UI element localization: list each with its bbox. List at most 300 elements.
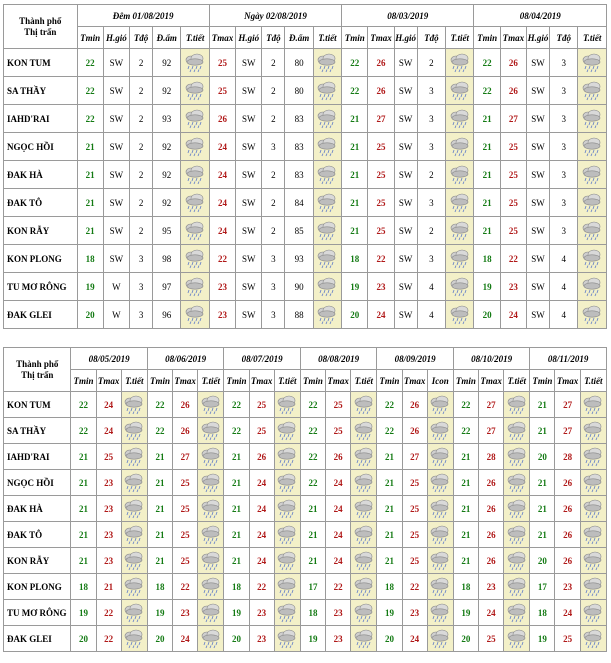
weather-cell <box>313 245 341 273</box>
weather-cell <box>121 626 147 652</box>
value-cell: 23 <box>249 626 274 652</box>
weather-cell <box>181 217 209 245</box>
rain-cloud-icon <box>276 577 298 597</box>
city-name: NGỌC HỒI <box>4 470 71 496</box>
value-cell: 23 <box>209 301 235 329</box>
value-cell: 22 <box>453 392 478 418</box>
rain-cloud-icon <box>429 551 451 571</box>
rain-cloud-icon <box>184 305 206 325</box>
column-header: Tmax <box>96 370 121 392</box>
value-cell: 23 <box>500 273 526 301</box>
weather-cell <box>578 77 607 105</box>
weather-cell <box>313 133 341 161</box>
rain-cloud-icon <box>316 165 338 185</box>
weather-cell <box>578 273 607 301</box>
value-cell: 24 <box>555 600 580 626</box>
rain-cloud-icon <box>123 525 145 545</box>
value-cell: 24 <box>209 189 235 217</box>
value-cell: 23 <box>173 600 198 626</box>
value-cell: SW <box>394 273 417 301</box>
value-cell: 20 <box>77 301 103 329</box>
rain-cloud-icon <box>506 499 528 519</box>
value-cell: 25 <box>209 77 235 105</box>
rain-cloud-icon <box>316 305 338 325</box>
column-header: T.tiết <box>181 27 209 49</box>
weather-cell <box>274 418 300 444</box>
weather-cell <box>446 217 474 245</box>
date-group-header: 08/06/2019 <box>147 348 223 370</box>
value-cell: 26 <box>555 548 580 574</box>
table-row <box>4 496 607 522</box>
value-cell: 2 <box>262 77 285 105</box>
date-group-header: 08/03/2019 <box>342 5 474 27</box>
value-cell: SW <box>526 217 549 245</box>
value-cell: 21 <box>342 217 368 245</box>
value-cell: 3 <box>130 273 153 301</box>
value-cell: SW <box>236 217 262 245</box>
table-row <box>4 161 607 189</box>
value-cell: W <box>103 273 129 301</box>
weather-cell <box>427 548 453 574</box>
value-cell: 26 <box>479 548 504 574</box>
value-cell: 21 <box>474 105 500 133</box>
column-header: Đ.ẩm <box>153 27 181 49</box>
value-cell: 22 <box>77 105 103 133</box>
column-header: Tmin <box>77 27 103 49</box>
rain-cloud-icon <box>506 395 528 415</box>
rain-cloud-icon <box>123 447 145 467</box>
rain-cloud-icon <box>200 473 222 493</box>
rain-cloud-icon <box>184 249 206 269</box>
city-column-header <box>4 5 78 49</box>
column-header: T.tiết <box>198 370 224 392</box>
value-cell: 3 <box>550 217 578 245</box>
rain-cloud-icon <box>506 525 528 545</box>
rain-cloud-icon <box>184 53 206 73</box>
weather-cell <box>274 522 300 548</box>
value-cell: 2 <box>130 217 153 245</box>
value-cell: 26 <box>326 444 351 470</box>
rain-cloud-icon <box>506 421 528 441</box>
rain-cloud-icon <box>316 53 338 73</box>
rain-cloud-icon <box>429 499 451 519</box>
value-cell: 4 <box>417 301 445 329</box>
rain-cloud-icon <box>353 525 375 545</box>
value-cell: 19 <box>224 600 249 626</box>
value-cell: 24 <box>173 626 198 652</box>
table-row <box>4 105 607 133</box>
weather-cell <box>351 444 377 470</box>
weather-cell <box>446 189 474 217</box>
value-cell: 20 <box>377 626 402 652</box>
value-cell: 23 <box>368 273 394 301</box>
value-cell: 18 <box>453 574 478 600</box>
value-cell: 24 <box>326 548 351 574</box>
value-cell: 22 <box>326 574 351 600</box>
column-header: Đ.ẩm <box>285 27 313 49</box>
value-cell: 2 <box>262 189 285 217</box>
rain-cloud-icon <box>184 165 206 185</box>
weather-cell <box>181 245 209 273</box>
weather-cell <box>274 392 300 418</box>
value-cell: 2 <box>130 161 153 189</box>
table-row <box>4 548 607 574</box>
date-group-header: 08/08/2019 <box>300 348 376 370</box>
value-cell: 26 <box>402 418 427 444</box>
table-row <box>4 245 607 273</box>
rain-cloud-icon <box>316 249 338 269</box>
value-cell: SW <box>236 133 262 161</box>
table-row <box>4 522 607 548</box>
weather-cell <box>446 273 474 301</box>
value-cell: W <box>103 301 129 329</box>
value-cell: 19 <box>453 600 478 626</box>
date-group-header: 08/09/2019 <box>377 348 453 370</box>
value-cell: 25 <box>173 470 198 496</box>
weather-cell <box>274 548 300 574</box>
weather-cell <box>181 49 209 77</box>
weather-cell <box>427 574 453 600</box>
city-header-line: Thị trấn <box>21 369 54 380</box>
forecast-table-1 <box>3 4 607 329</box>
value-cell: 21 <box>147 496 172 522</box>
weather-cell <box>274 574 300 600</box>
value-cell: SW <box>394 301 417 329</box>
column-header: Tmax <box>402 370 427 392</box>
weather-cell <box>181 77 209 105</box>
value-cell: 21 <box>453 522 478 548</box>
table-row <box>4 273 607 301</box>
value-cell: 19 <box>147 600 172 626</box>
rain-cloud-icon <box>353 551 375 571</box>
column-header: Tmin <box>530 370 555 392</box>
weather-cell <box>181 105 209 133</box>
weather-cell <box>121 496 147 522</box>
table-row <box>4 77 607 105</box>
rain-cloud-icon <box>582 421 604 441</box>
value-cell: 28 <box>555 444 580 470</box>
value-cell: 21 <box>342 133 368 161</box>
column-header: Tmin <box>300 370 325 392</box>
rain-cloud-icon <box>582 577 604 597</box>
column-header: Tmax <box>368 27 394 49</box>
value-cell: 23 <box>249 600 274 626</box>
value-cell: 92 <box>153 161 181 189</box>
city-header-line: Thành phố <box>19 15 62 26</box>
value-cell: SW <box>236 77 262 105</box>
value-cell: 23 <box>96 522 121 548</box>
table-row <box>4 133 607 161</box>
value-cell: 22 <box>500 245 526 273</box>
value-cell: 24 <box>96 418 121 444</box>
column-header: Tmax <box>479 370 504 392</box>
value-cell: 23 <box>555 574 580 600</box>
value-cell: 19 <box>342 273 368 301</box>
weather-cell <box>274 600 300 626</box>
rain-cloud-icon <box>200 629 222 649</box>
table-row <box>4 574 607 600</box>
value-cell: 24 <box>479 600 504 626</box>
value-cell: 24 <box>249 470 274 496</box>
city-name: ĐAK HÀ <box>4 161 78 189</box>
value-cell: SW <box>236 273 262 301</box>
value-cell: 23 <box>96 496 121 522</box>
value-cell: SW <box>236 301 262 329</box>
rain-cloud-icon <box>184 109 206 129</box>
value-cell: 3 <box>417 105 445 133</box>
value-cell: 21 <box>71 496 96 522</box>
value-cell: 23 <box>96 548 121 574</box>
value-cell: 27 <box>555 418 580 444</box>
value-cell: SW <box>103 77 129 105</box>
value-cell: 21 <box>147 522 172 548</box>
value-cell: 18 <box>530 600 555 626</box>
weather-cell <box>578 189 607 217</box>
rain-cloud-icon <box>200 603 222 623</box>
city-name: IAHD'RAI <box>4 444 71 470</box>
weather-cell <box>198 574 224 600</box>
weather-cell <box>274 496 300 522</box>
value-cell: 3 <box>550 105 578 133</box>
value-cell: 4 <box>550 273 578 301</box>
value-cell: 3 <box>262 301 285 329</box>
value-cell: 18 <box>300 600 325 626</box>
rain-cloud-icon <box>123 499 145 519</box>
value-cell: 85 <box>285 217 313 245</box>
value-cell: 22 <box>224 392 249 418</box>
rain-cloud-icon <box>429 577 451 597</box>
weather-cell <box>313 161 341 189</box>
value-cell: 2 <box>417 161 445 189</box>
rain-cloud-icon <box>506 603 528 623</box>
table-row <box>4 444 607 470</box>
value-cell: 27 <box>500 105 526 133</box>
value-cell: 25 <box>368 217 394 245</box>
value-cell: 18 <box>224 574 249 600</box>
rain-cloud-icon <box>184 277 206 297</box>
city-header-line: Thành phố <box>16 358 59 369</box>
value-cell: 84 <box>285 189 313 217</box>
weather-cell <box>504 444 530 470</box>
value-cell: 21 <box>147 470 172 496</box>
weather-cell <box>313 77 341 105</box>
value-cell: 22 <box>342 77 368 105</box>
rain-cloud-icon <box>123 395 145 415</box>
value-cell: 21 <box>377 522 402 548</box>
weather-cell <box>351 626 377 652</box>
value-cell: 23 <box>479 574 504 600</box>
rain-cloud-icon <box>276 629 298 649</box>
rain-cloud-icon <box>316 193 338 213</box>
value-cell: 25 <box>402 522 427 548</box>
value-cell: 22 <box>77 77 103 105</box>
value-cell: SW <box>394 217 417 245</box>
column-header: Tmax <box>326 370 351 392</box>
city-name: ĐAK HÀ <box>4 496 71 522</box>
value-cell: 19 <box>77 273 103 301</box>
weather-cell <box>446 105 474 133</box>
weather-cell <box>578 301 607 329</box>
date-group-header: 08/11/2019 <box>530 348 607 370</box>
value-cell: 93 <box>285 245 313 273</box>
rain-cloud-icon <box>581 305 603 325</box>
value-cell: 18 <box>474 245 500 273</box>
rain-cloud-icon <box>276 421 298 441</box>
value-cell: 21 <box>530 418 555 444</box>
value-cell: 25 <box>326 418 351 444</box>
value-cell: 25 <box>368 161 394 189</box>
value-cell: 22 <box>453 418 478 444</box>
rain-cloud-icon <box>581 109 603 129</box>
table-row <box>4 626 607 652</box>
value-cell: 19 <box>474 273 500 301</box>
value-cell: SW <box>236 105 262 133</box>
value-cell: 22 <box>342 49 368 77</box>
column-header: Tmin <box>342 27 368 49</box>
value-cell: 92 <box>153 189 181 217</box>
rain-cloud-icon <box>449 249 471 269</box>
value-cell: 25 <box>500 189 526 217</box>
value-cell: 80 <box>285 49 313 77</box>
date-group-header: Đêm 01/08/2019 <box>77 5 209 27</box>
weather-cell <box>198 418 224 444</box>
value-cell: 21 <box>530 470 555 496</box>
value-cell: 21 <box>474 189 500 217</box>
value-cell: 22 <box>377 392 402 418</box>
value-cell: 26 <box>479 470 504 496</box>
value-cell: SW <box>394 189 417 217</box>
value-cell: SW <box>526 105 549 133</box>
value-cell: 2 <box>262 49 285 77</box>
weather-cell <box>351 470 377 496</box>
column-header: Tmin <box>147 370 172 392</box>
value-cell: 27 <box>479 392 504 418</box>
rain-cloud-icon <box>353 421 375 441</box>
weather-cell <box>274 626 300 652</box>
value-cell: 26 <box>500 49 526 77</box>
value-cell: 26 <box>368 77 394 105</box>
city-name: TU MƠ RÔNG <box>4 273 78 301</box>
weather-cell <box>427 418 453 444</box>
value-cell: 21 <box>224 496 249 522</box>
value-cell: 22 <box>474 77 500 105</box>
value-cell: SW <box>236 245 262 273</box>
value-cell: 22 <box>147 418 172 444</box>
city-name: ĐAK TÔ <box>4 189 78 217</box>
value-cell: 28 <box>479 444 504 470</box>
rain-cloud-icon <box>353 603 375 623</box>
weather-cell <box>578 161 607 189</box>
weather-cell <box>313 301 341 329</box>
weather-cell <box>181 301 209 329</box>
column-header: T.tiết <box>580 370 606 392</box>
value-cell: 19 <box>71 600 96 626</box>
weather-cell <box>121 418 147 444</box>
value-cell: 3 <box>417 133 445 161</box>
value-cell: 25 <box>500 161 526 189</box>
rain-cloud-icon <box>276 603 298 623</box>
value-cell: 92 <box>153 49 181 77</box>
city-name: KON RẪY <box>4 217 78 245</box>
value-cell: 24 <box>326 496 351 522</box>
value-cell: SW <box>236 189 262 217</box>
rain-cloud-icon <box>581 53 603 73</box>
weather-cell <box>181 273 209 301</box>
value-cell: 18 <box>342 245 368 273</box>
rain-cloud-icon <box>449 109 471 129</box>
rain-cloud-icon <box>353 447 375 467</box>
column-header: Tmax <box>249 370 274 392</box>
weather-cell <box>504 626 530 652</box>
rain-cloud-icon <box>276 499 298 519</box>
value-cell: 21 <box>224 522 249 548</box>
rain-cloud-icon <box>429 603 451 623</box>
weather-cell <box>504 392 530 418</box>
rain-cloud-icon <box>200 395 222 415</box>
date-group-header: 08/05/2019 <box>71 348 147 370</box>
column-header: T.tiết <box>274 370 300 392</box>
value-cell: 83 <box>285 105 313 133</box>
value-cell: SW <box>236 161 262 189</box>
weather-cell <box>446 301 474 329</box>
weather-cell <box>504 548 530 574</box>
value-cell: 25 <box>479 626 504 652</box>
weather-cell <box>504 496 530 522</box>
value-cell: SW <box>394 133 417 161</box>
rain-cloud-icon <box>200 525 222 545</box>
value-cell: 21 <box>224 470 249 496</box>
value-cell: SW <box>394 105 417 133</box>
weather-cell <box>578 133 607 161</box>
value-cell: 3 <box>262 273 285 301</box>
value-cell: 3 <box>130 245 153 273</box>
column-header: Tmin <box>377 370 402 392</box>
value-cell: SW <box>236 49 262 77</box>
city-name: TU MƠ RÔNG <box>4 600 71 626</box>
weather-cell <box>427 626 453 652</box>
rain-cloud-icon <box>582 551 604 571</box>
value-cell: 27 <box>368 105 394 133</box>
value-cell: 2 <box>262 161 285 189</box>
value-cell: 21 <box>377 444 402 470</box>
value-cell: 26 <box>209 105 235 133</box>
value-cell: 21 <box>77 217 103 245</box>
weather-cell <box>427 496 453 522</box>
value-cell: 93 <box>153 105 181 133</box>
rain-cloud-icon <box>581 221 603 241</box>
value-cell: 25 <box>249 418 274 444</box>
value-cell: 24 <box>96 392 121 418</box>
weather-cell <box>427 522 453 548</box>
rain-cloud-icon <box>184 81 206 101</box>
rain-cloud-icon <box>316 109 338 129</box>
value-cell: 88 <box>285 301 313 329</box>
weather-cell <box>580 444 606 470</box>
weather-cell <box>274 470 300 496</box>
value-cell: 4 <box>417 273 445 301</box>
value-cell: 21 <box>453 470 478 496</box>
value-cell: 26 <box>173 392 198 418</box>
table-row <box>4 217 607 245</box>
value-cell: 25 <box>555 626 580 652</box>
value-cell: 21 <box>300 548 325 574</box>
rain-cloud-icon <box>449 277 471 297</box>
date-group-header: 08/10/2019 <box>453 348 529 370</box>
value-cell: 20 <box>342 301 368 329</box>
city-header-line: Thị trấn <box>24 26 57 37</box>
value-cell: SW <box>103 217 129 245</box>
weather-cell <box>198 626 224 652</box>
